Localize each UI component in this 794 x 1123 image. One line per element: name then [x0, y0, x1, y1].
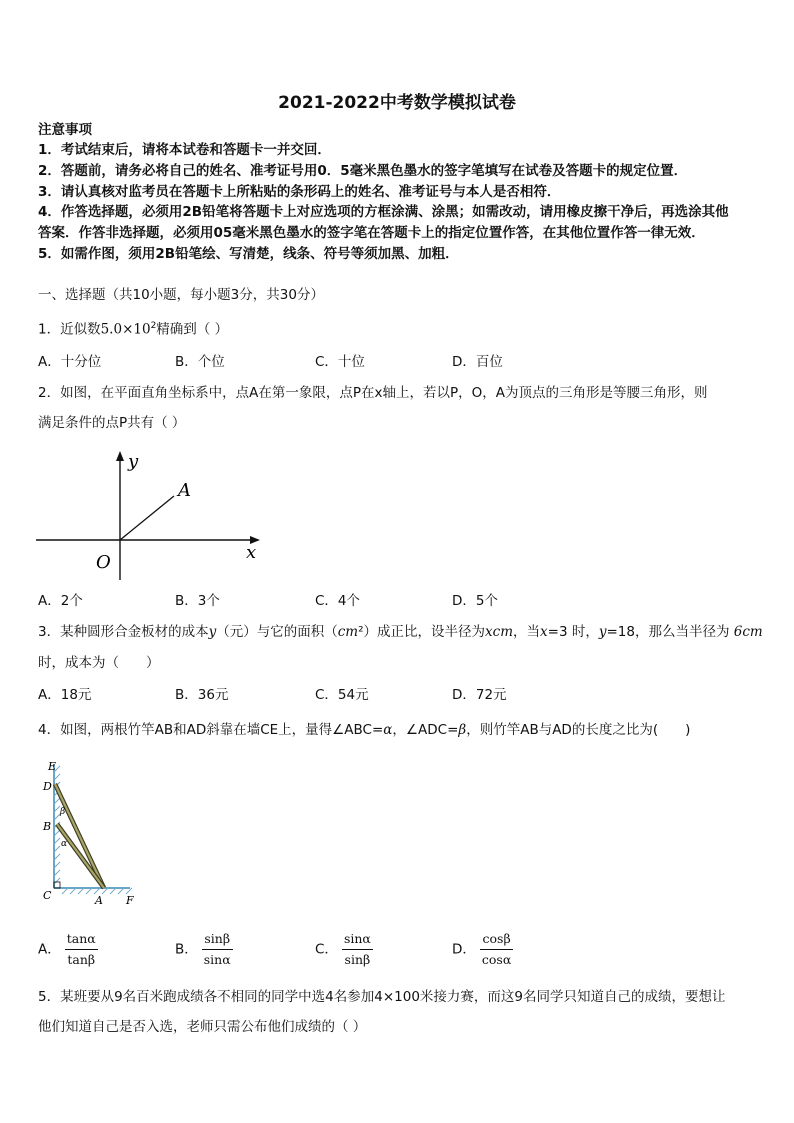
q1-option-d: D．百位 — [452, 354, 503, 370]
notice-item: 3．请认真核对监考员在答题卡上所粘贴的条形码上的姓名、准考证号与本人是否相符． — [38, 184, 561, 200]
q1-prefix: 1．近似数 — [38, 321, 101, 338]
q5-line-1: 5．某班要从9名百米跑成绩各不相同的同学中选4名参加4×100米接力赛，而这9名同学只知道自己的成绩，要想让 — [38, 989, 726, 1005]
q1-option-b: B．个位 — [175, 354, 225, 370]
q4-option-a: A． $\frac{\tan\alpha}{\tan\beta}$ — [38, 931, 96, 967]
question-1 — [38, 317, 228, 339]
q4-beta: β — [458, 722, 467, 738]
q1-option-a: A．十分位 — [38, 354, 102, 370]
q4-bamboo-figure — [38, 758, 148, 908]
q3-var-y: y — [208, 624, 217, 640]
label-f: F — [126, 894, 134, 907]
notice-item: 2．答题前，请务必将自己的姓名、准考证号用0．5毫米黑色墨水的签字笔填写在试卷及答题卡的规定位置． — [38, 163, 688, 179]
notice-item: 5．如需作图，须用2B铅笔绘、写清楚，线条、符号等须加黑、加粗． — [38, 246, 459, 262]
q2-option-b: B．3个 — [175, 593, 220, 609]
q1-number: 5.0×10 — [100, 321, 151, 338]
q1-exponent: 2 — [150, 321, 157, 331]
q3-text: ）成正比，设半径为 — [363, 624, 486, 640]
label-d: D — [43, 780, 52, 793]
q3-text: =18，那么当半径为 — [606, 624, 730, 640]
notice-item: 4．作答选择题，必须用2B铅笔将答题卡上对应选项的方框涂满、涂黑；如需改动，请用橡皮擦干净后，再选涂其他 — [38, 204, 729, 220]
q3-option-b: B．36元 — [175, 687, 229, 703]
q4-option-c: C． $\frac{\sin\alpha}{\sin\beta}$ — [315, 931, 371, 967]
q3-option-c: C．54元 — [315, 687, 369, 703]
q3-line-1 — [38, 623, 763, 641]
q3-option-d: D．72元 — [452, 687, 507, 703]
q2-line-1: 2．如图，在平面直角坐标系中，点A在第一象限，点P在x轴上，若以P，O，A为顶点的三角形是等腰三角形，则 — [38, 385, 708, 401]
q4-text: 4．如图，两根竹竿AB和AD斜靠在墙CE上，量得∠ABC= — [38, 722, 384, 738]
q2-option-d: D．5个 — [452, 593, 498, 609]
q3-unit-sq: ² — [358, 624, 364, 640]
q3-text: ，当 — [513, 624, 541, 640]
label-a: A — [95, 894, 103, 907]
label-c: C — [43, 889, 52, 902]
angle-beta: β — [60, 807, 66, 817]
q3-text: （元）与它的面积（ — [216, 624, 338, 640]
q4-text: ，则竹竿AB与AD的长度之比为( ) — [466, 722, 691, 738]
label-b: B — [43, 820, 52, 833]
q2-option-c: C．4个 — [315, 593, 361, 609]
q3-text: 3．某种圆形合金板材的成本 — [38, 624, 209, 640]
notice-item: 1．考试结束后，请将本试卷和答题卡一并交回． — [38, 142, 331, 158]
q4-option-b: B． $\frac{\sin\beta}{\sin\alpha}$ — [175, 931, 231, 967]
q4-option-d: D． $\frac{\cos\beta}{\cos\alpha}$ — [452, 931, 512, 967]
notice-heading: 注意事项 — [38, 122, 92, 138]
q4-text: ，∠ADC= — [392, 722, 459, 738]
label-e: E — [48, 760, 57, 773]
y-axis-label: y — [128, 451, 139, 472]
q3-text: =3 时， — [547, 624, 599, 640]
q1-option-c: C．十位 — [315, 354, 365, 370]
q3-var-xcm: xcm — [485, 624, 514, 640]
angle-alpha: α — [61, 839, 68, 849]
point-a-label: A — [178, 480, 191, 501]
section-heading: 一、选择题（共10小题，每小题3分，共30分） — [38, 287, 324, 303]
q3-unit-cm: cm — [337, 624, 359, 640]
origin-label: O — [96, 552, 111, 573]
q4-alpha: α — [383, 722, 393, 738]
q1-suffix: 精确到（ ） — [156, 321, 229, 338]
x-axis-label: x — [246, 542, 257, 563]
q3-var-y: y — [598, 624, 607, 640]
q3-line-2: 时，成本为（ ） — [38, 655, 160, 671]
q3-radius-6cm: 6cm — [729, 624, 763, 640]
q2-coordinate-figure — [36, 448, 266, 584]
q3-option-a: A．18元 — [38, 687, 92, 703]
q2-option-a: A．2个 — [38, 593, 83, 609]
notice-item: 答案．作答非选择题，必须用05毫米黑色墨水的签字笔在答题卡上的指定位置作答，在其他位置作答一律无效． — [38, 225, 705, 241]
q2-line-2: 满足条件的点P共有（ ） — [38, 415, 186, 431]
q5-line-2: 他们知道自己是否入选，老师只需公布他们成绩的（ ） — [38, 1019, 367, 1035]
q4-line-1 — [38, 721, 690, 739]
q3-var-x: x — [540, 624, 548, 640]
page-title: 2021-2022中考数学模拟试卷 — [278, 93, 516, 113]
